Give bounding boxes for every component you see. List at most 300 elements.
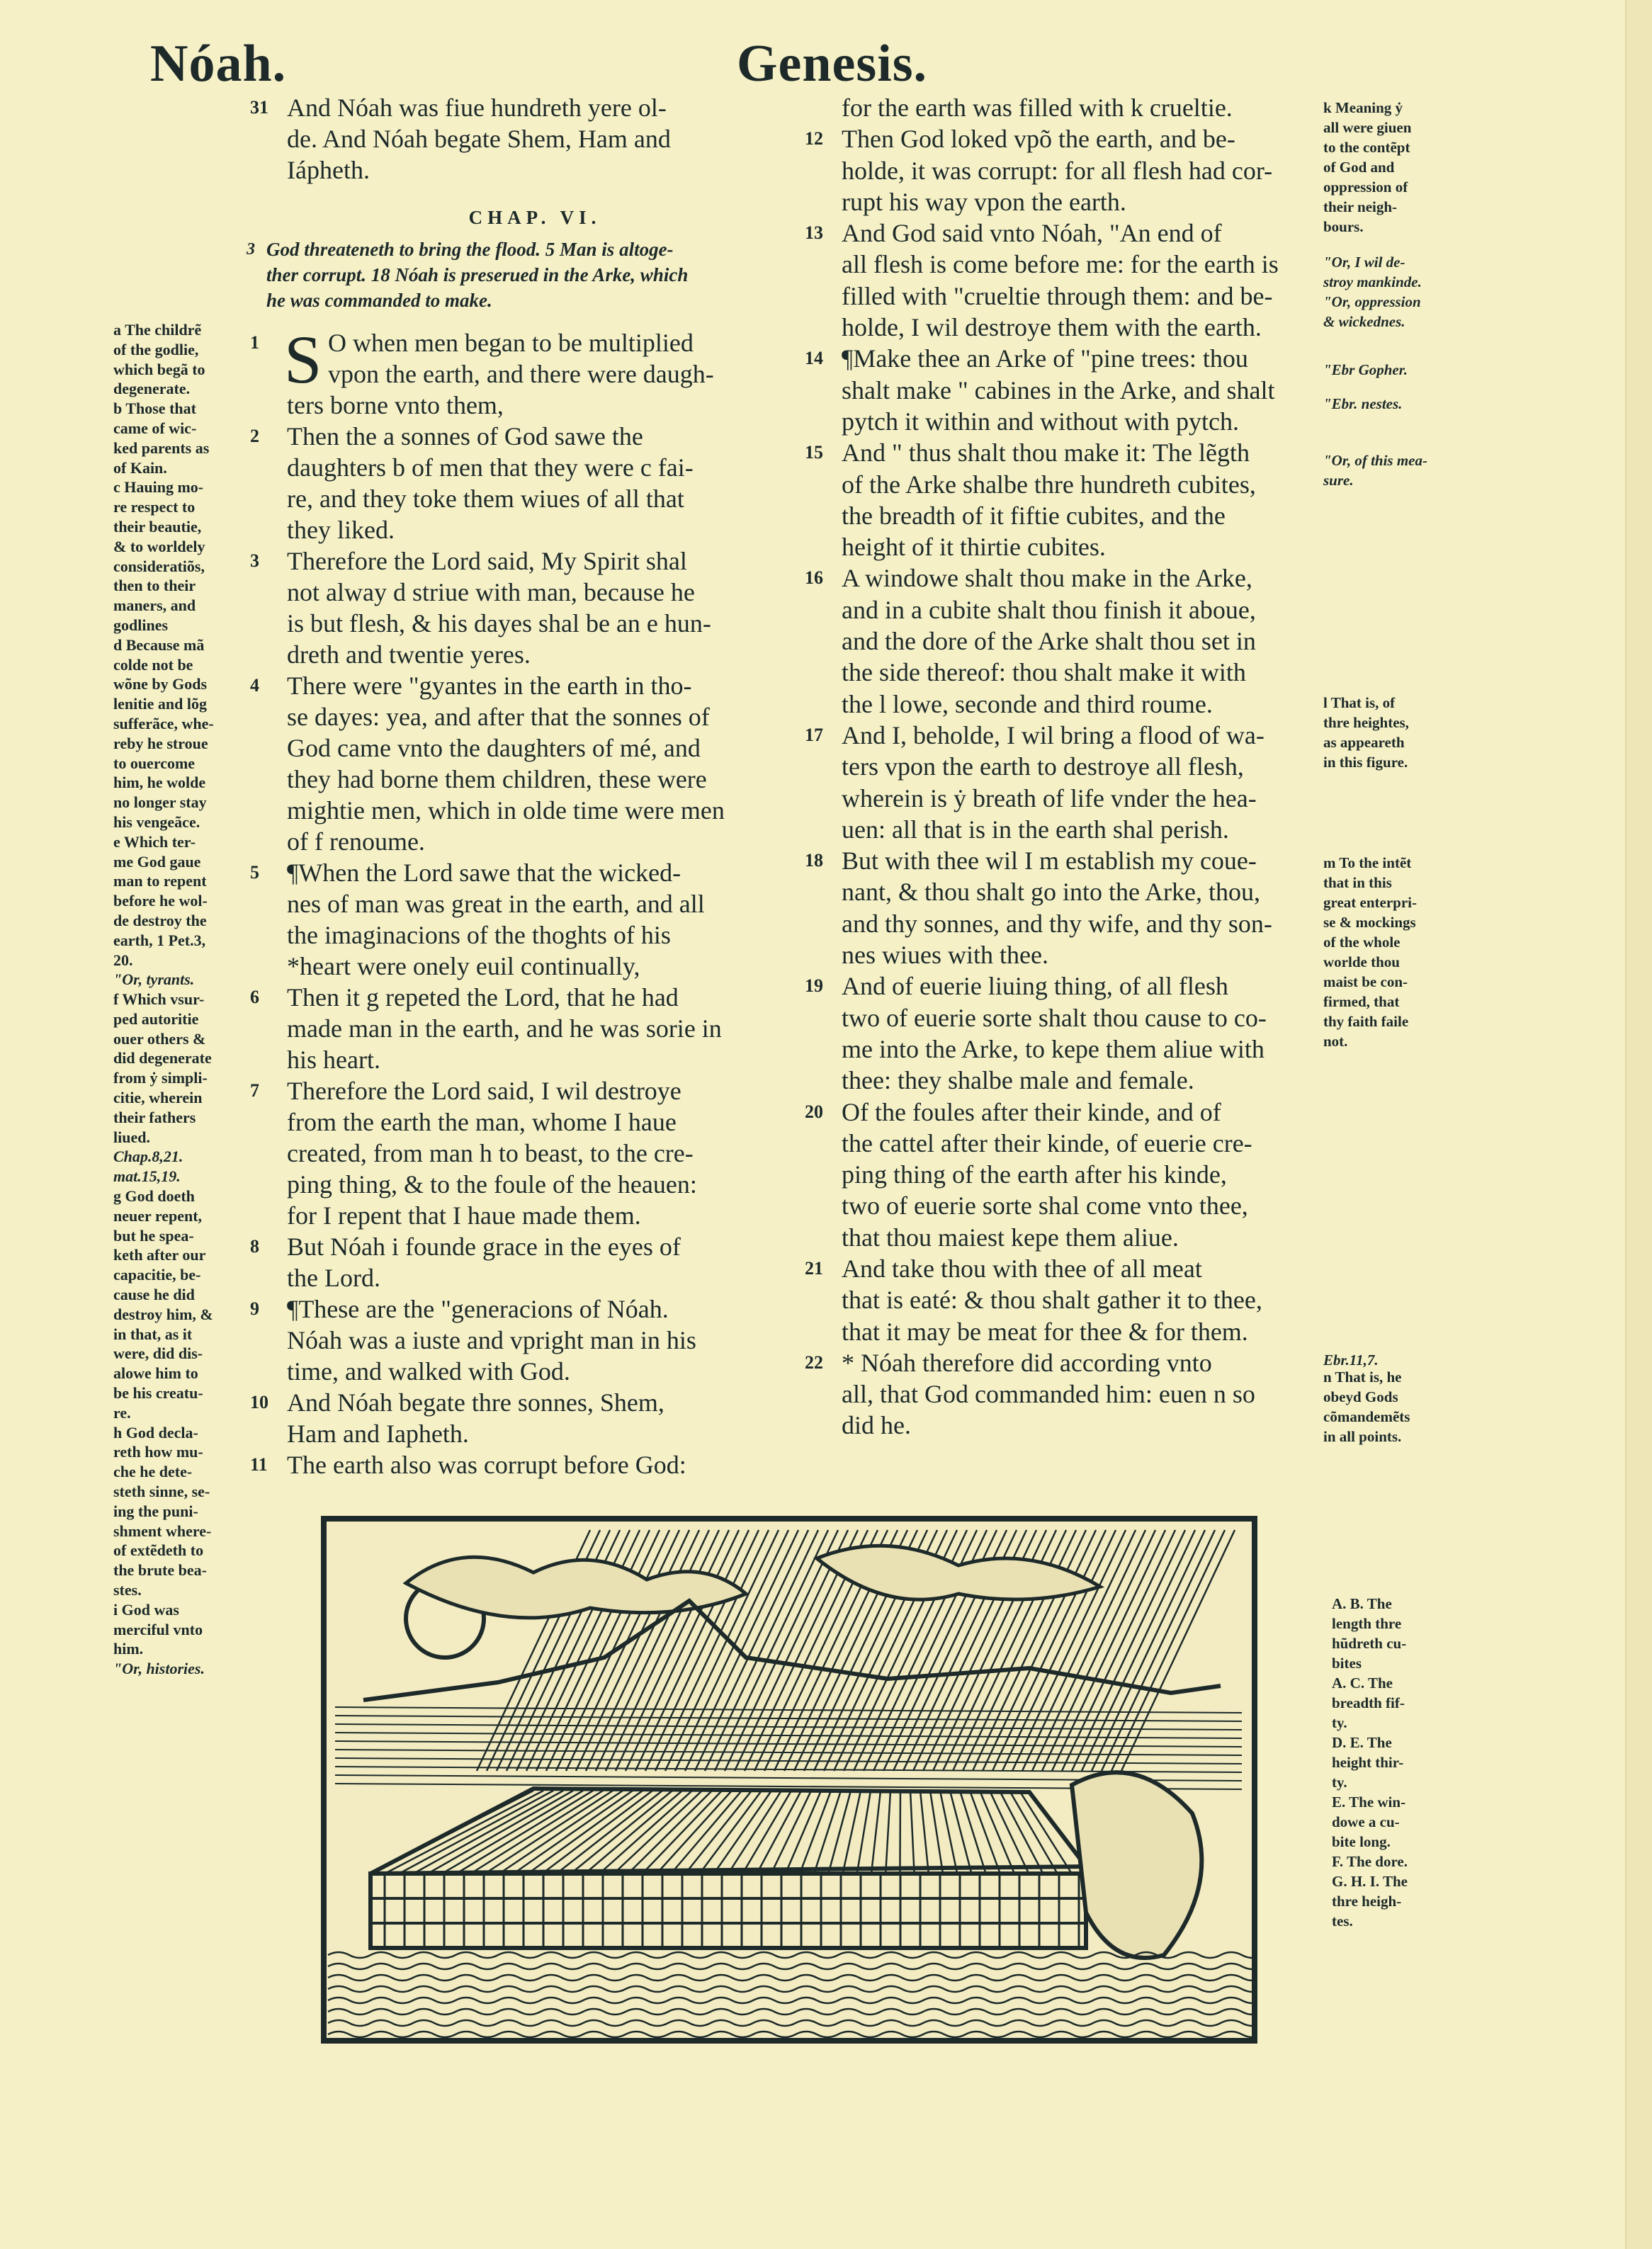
text-line — [842, 1128, 1279, 1159]
text-line — [287, 577, 725, 608]
margin-note-line: breadth fif- — [1332, 1694, 1405, 1711]
text-line — [842, 689, 1279, 720]
verse-text: And Nóah begate thre sonnes, Shem, — [287, 1388, 664, 1417]
margin-note-line: dowe a cu- — [1332, 1813, 1400, 1830]
text-line — [287, 795, 725, 826]
text-line — [842, 281, 1279, 312]
text-line — [287, 1418, 725, 1449]
margin-note-line: de destroy the — [113, 911, 207, 929]
verse-text: the cattel after their kinde, of euerie cre- — [842, 1128, 1252, 1157]
margin-note-line: the brute bea- — [113, 1561, 207, 1580]
margin-note-line: steth sinne, se- — [113, 1483, 210, 1501]
text-line — [287, 1262, 725, 1293]
verse-text: Then the a sonnes of God sawe the — [287, 422, 643, 451]
verse-number: 13 — [805, 222, 823, 244]
margin-note-line: Chap.8,21. — [113, 1148, 183, 1166]
verse-text: the side thereof: thou shalt make it with — [842, 658, 1246, 687]
text-line — [842, 1190, 1279, 1221]
verse-number: 22 — [805, 1352, 823, 1373]
text-line — [805, 217, 1279, 249]
margin-note-line: shment where- — [113, 1522, 212, 1540]
verse-number: 11 — [250, 1454, 268, 1475]
verse-number: 18 — [805, 850, 823, 871]
verse-text: thee: they shalbe male and female. — [842, 1066, 1194, 1095]
margin-note-line: re. — [113, 1403, 131, 1422]
verse-number: 5 — [250, 862, 259, 883]
margin-note-line: mat.15,19. — [113, 1167, 181, 1186]
verse-number: 16 — [805, 567, 823, 589]
margin-note-line: k Meaning ẏ — [1323, 99, 1403, 116]
verse-text: A windowe shalt thou make in the Arke, — [842, 564, 1252, 593]
verse-text: Nóah was a iuste and vpright man in his — [287, 1326, 696, 1354]
text-line — [842, 1002, 1279, 1033]
margin-note-line: of the whole — [1323, 934, 1401, 951]
margin-note-line: thy faith faile — [1323, 1013, 1409, 1030]
verse-text: There were "gyantes in the earth in tho- — [287, 672, 692, 700]
margin-note-line: height thir- — [1332, 1754, 1404, 1771]
margin-note-line: to ouercome — [113, 754, 196, 772]
margin-note-line: ouer others & — [113, 1029, 206, 1048]
text-line — [842, 625, 1279, 657]
verse-text: height of it thirtie cubites. — [842, 533, 1106, 562]
text-line — [842, 406, 1279, 437]
verse-text: ¶Make thee an Arke of "pine trees: thou — [842, 344, 1248, 373]
text-line — [842, 1410, 1279, 1441]
verse-number: 10 — [250, 1392, 268, 1412]
margin-note-line: of extẽdeth to — [113, 1541, 204, 1560]
verse-text: re, and they toke them wiues of all that — [287, 485, 684, 513]
margin-note-line: c Hauing mo- — [113, 478, 204, 497]
verse-text: ping thing of the earth after his kinde, — [842, 1160, 1227, 1189]
verse-text: mightie men, which in olde time were men — [287, 796, 725, 825]
margin-note-line: destroy him, & — [113, 1305, 213, 1323]
verse-text: that it may be meat for thee & for them. — [842, 1317, 1248, 1346]
verse-text: me into the Arke, to kepe them aliue with — [842, 1034, 1265, 1063]
verse-text: dreth and twentie yeres. — [287, 640, 531, 669]
verse-number: 20 — [805, 1101, 823, 1122]
text-line — [805, 1253, 1279, 1284]
text-line — [805, 562, 1279, 594]
verse-text: made man in the earth, and he was sorie in — [287, 1014, 722, 1043]
verse-text: for I repent that I haue made them. — [287, 1201, 641, 1230]
text-line — [287, 826, 725, 857]
verse-number: 4 — [250, 675, 259, 696]
text-line — [250, 1075, 725, 1106]
margin-note-line: "Or, tyrants. — [113, 970, 195, 989]
margin-note-line: before he wol- — [113, 892, 208, 910]
verse-text: nant, & thou shalt go into the Arke, thou, — [842, 878, 1260, 907]
margin-note-line: merciful vnto — [113, 1620, 203, 1638]
text-line — [250, 92, 671, 123]
verse-text: created, from man h to beast, to the cre- — [287, 1139, 694, 1167]
margin-note-line: f Which vsur- — [113, 990, 205, 1009]
chapter-argument — [247, 237, 689, 313]
verse-text: Then it g repeted the Lord, that he had — [287, 983, 679, 1012]
margin-note-line: bours. — [1323, 218, 1364, 235]
margin-note-line: oppression of — [1323, 179, 1408, 196]
margin-note-line: keth after our — [113, 1246, 206, 1264]
verse-text: that thou maiest kepe them aliue. — [842, 1223, 1179, 1252]
margin-note-line: ty. — [1332, 1714, 1347, 1731]
verse-text: Therefore the Lord said, I wil destroye — [287, 1077, 681, 1105]
text-line — [250, 545, 725, 577]
verse-text: rupt his way vpon the earth. — [842, 187, 1126, 216]
margin-note-line: reth how mu- — [113, 1443, 203, 1461]
verse-number: 19 — [805, 975, 823, 997]
margin-note-line: E. The win- — [1332, 1794, 1406, 1811]
verse-text: the Lord. — [287, 1264, 380, 1292]
text-line — [287, 951, 725, 982]
margin-note-line: lenitie and lõg — [113, 695, 208, 713]
margin-note-line: liued. — [113, 1128, 150, 1146]
text-line — [805, 720, 1279, 751]
margin-note-line: ing the puni- — [113, 1502, 198, 1520]
verse-text: of the Arke shalbe thre hundreth cubites, — [842, 470, 1256, 499]
margin-note-line: no longer stay — [113, 793, 207, 812]
margin-note-line: ped autoritie — [113, 1009, 199, 1028]
verse-number: 8 — [250, 1236, 259, 1257]
text-line — [805, 1097, 1279, 1128]
running-head-book-title: Genesis. — [737, 35, 928, 93]
margin-note-line: earth, 1 Pet.3, — [113, 931, 206, 949]
text-line — [842, 908, 1279, 939]
margin-note-line: bites — [1332, 1655, 1362, 1672]
verse-text: And take thou with thee of all meat — [842, 1254, 1202, 1283]
text-line — [287, 483, 725, 514]
verse-text: se dayes: yea, and after that the sonnes of — [287, 703, 710, 731]
margin-note-line: but he spea- — [113, 1226, 194, 1245]
text-line — [250, 1293, 725, 1325]
margin-note-line: neuer repent, — [113, 1206, 203, 1225]
text-line — [805, 1347, 1279, 1378]
text-line — [842, 186, 1279, 217]
margin-note — [1332, 1594, 1466, 1931]
margin-note-line: A. B. The — [1332, 1595, 1392, 1612]
verse-text: de. And Nóah begate Shem, Ham and — [287, 125, 671, 153]
text-line — [250, 670, 725, 701]
margin-note-line: worlde thou — [1323, 953, 1400, 970]
verse-number: 3 — [247, 240, 255, 259]
text-line — [842, 92, 1279, 123]
text-line — [842, 783, 1279, 814]
margin-note-line: that in this — [1323, 874, 1392, 891]
text-line — [805, 845, 1279, 876]
margin-note-line: G. H. I. The — [1332, 1873, 1408, 1890]
verse-text: his heart. — [287, 1046, 380, 1074]
margin-note-line: him. — [113, 1640, 144, 1658]
text-line — [250, 982, 725, 1013]
verse-number: 12 — [805, 128, 823, 149]
verse-number: 9 — [250, 1298, 259, 1319]
text-line — [287, 888, 725, 919]
verse-text: God came vnto the daughters of mé, and — [287, 734, 701, 762]
margin-note-line: his vengeãce. — [113, 812, 200, 831]
text-line — [250, 1449, 725, 1480]
margin-note-line: alowe him to — [113, 1364, 198, 1383]
margin-note-line: i God was — [113, 1600, 179, 1619]
verse-text: all flesh is come before me: for the earth is — [842, 250, 1279, 279]
verse-text: all, that God commanded him: euen n so — [842, 1380, 1255, 1409]
margin-note-line: man to repent — [113, 872, 207, 890]
verse-number: 1 — [250, 332, 259, 353]
margin-note-line: godlines — [113, 616, 169, 634]
noahs-ark-woodcut-illustration — [321, 1516, 1257, 2044]
verse-text: the breadth of it fiftie cubites, and the — [842, 501, 1226, 530]
text-line — [287, 608, 725, 639]
verse-text: from the earth the man, whome I haue — [287, 1108, 677, 1136]
verse-text: *heart were onely euil continually, — [287, 952, 640, 980]
margin-note-line: tes. — [1332, 1913, 1353, 1930]
text-line — [842, 939, 1279, 970]
text-line — [805, 437, 1279, 468]
text-line — [287, 452, 725, 483]
verse-text: nes of man was great in the earth, and all — [287, 890, 705, 918]
text-line — [287, 358, 725, 390]
column-1-body — [250, 322, 725, 1480]
margin-note-line: their beautie, — [113, 517, 202, 536]
verse-text: God threateneth to bring the flood. 5 Man is altoge- — [266, 239, 674, 260]
text-line — [250, 857, 725, 888]
margin-note — [1323, 98, 1458, 237]
verse-text: that is eaté: & thou shalt gather it to thee, — [842, 1286, 1262, 1315]
margin-note-line: e Which ter- — [113, 832, 196, 851]
verse-text: Then God loked vpõ the earth, and be- — [842, 125, 1235, 154]
text-line — [842, 531, 1279, 562]
margin-note-line: cause he did — [113, 1286, 195, 1304]
text-line — [287, 514, 725, 545]
text-line — [287, 732, 725, 764]
text-line — [247, 237, 688, 262]
verse-text: And " thus shalt thou make it: The lẽgth — [842, 438, 1250, 468]
margin-note-line: & wickednes. — [1323, 313, 1405, 330]
margin-note-line: me God gaue — [113, 852, 201, 871]
margin-note-line: maners, and — [113, 596, 196, 615]
margin-note-line: "Or, of this mea- — [1323, 452, 1427, 469]
verse-text: uen: all that is in the earth shal perish. — [842, 815, 1229, 844]
margin-note-line: thre heightes, — [1323, 714, 1409, 731]
verse-text: The earth also was corrupt before God: — [287, 1451, 686, 1479]
text-line — [842, 1159, 1279, 1190]
margin-note-line: length thre — [1332, 1615, 1402, 1632]
margin-note — [1323, 394, 1458, 414]
margin-note-line: "Or, oppression — [1323, 293, 1421, 310]
running-head-left: Nóah. — [150, 35, 287, 93]
text-line — [287, 1138, 725, 1169]
text-line — [287, 1200, 725, 1231]
verse-number: 31 — [250, 97, 268, 118]
verse-text: And Nóah was fiue hundreth yere ol- — [287, 94, 667, 122]
verse-text: ters borne vnto them, — [287, 391, 504, 419]
verse-number: 2 — [250, 426, 259, 446]
text-line — [250, 421, 725, 452]
text-line — [842, 469, 1279, 500]
verse-text: for the earth was filled with k crueltie. — [842, 94, 1233, 122]
margin-note-line: thre heigh- — [1332, 1893, 1402, 1910]
margin-note-line: g God doeth — [113, 1187, 195, 1206]
text-line — [287, 1325, 725, 1356]
margin-note-line: 20. — [113, 951, 133, 969]
verse-text: And of euerie liuing thing, of all flesh — [842, 972, 1228, 1001]
margin-note-line: "Ebr. nestes. — [1323, 395, 1403, 412]
verse-text: the imaginacions of the thoghts of his — [287, 921, 671, 949]
margin-note-line: then to their — [113, 577, 196, 595]
margin-note-line: "Or, I wil de- — [1323, 254, 1405, 271]
verse-text: they liked. — [287, 516, 395, 544]
text-line — [842, 751, 1279, 782]
margin-note-line: came of wic- — [113, 419, 197, 437]
verse-text: daughters b of men that they were c fai- — [287, 453, 694, 482]
verse-text: not alway d striue with man, because he — [287, 578, 695, 606]
margin-note-line: se & mockings — [1323, 914, 1416, 931]
margin-note-line: of the godlie, — [113, 340, 199, 358]
text-line — [842, 657, 1279, 688]
text-line — [805, 343, 1279, 374]
text-line — [287, 919, 725, 951]
margin-note-line: degenerate. — [113, 380, 191, 398]
margin-note-line: him, he wolde — [113, 774, 206, 792]
page-binding-edge — [1625, 0, 1652, 2249]
text-line — [287, 1044, 725, 1075]
verse-text: wherein is ẏ breath of life vnder the hea- — [842, 783, 1257, 812]
column-1-top — [250, 92, 671, 186]
verse-text: filled with "crueltie through them: and be- — [842, 281, 1273, 310]
margin-note-line: hũdreth cu- — [1332, 1635, 1407, 1652]
verse-text: Iápheth. — [287, 156, 370, 184]
verse-text: holde, it was corrupt: for all flesh had cor- — [842, 156, 1273, 185]
verse-text: And God said vnto Nóah, "An end of — [842, 219, 1222, 248]
margin-note-line: "Ebr Gopher. — [1323, 361, 1408, 378]
margin-note-line: in all points. — [1323, 1428, 1402, 1445]
verse-text: and the dore of the Arke shalt thou set in — [842, 627, 1256, 656]
margin-note-line: F. The dore. — [1332, 1853, 1408, 1870]
text-line — [805, 970, 1279, 1002]
verse-text: Of the foules after their kinde, and of — [842, 1097, 1221, 1126]
margin-note-line: n That is, he — [1323, 1369, 1402, 1386]
verse-text: ¶When the Lord sawe that the wicked- — [287, 859, 681, 887]
verse-number: 17 — [805, 724, 823, 745]
text-line — [842, 155, 1279, 186]
verse-number: 3 — [250, 550, 259, 571]
margin-note-line: che he dete- — [113, 1463, 193, 1481]
margin-note-line: of Kain. — [113, 458, 167, 477]
text-line — [842, 375, 1279, 406]
verse-text: and thy sonnes, and thy wife, and thy son- — [842, 909, 1272, 938]
verse-number: 7 — [250, 1080, 259, 1101]
verse-text: two of euerie sorte shal come vnto thee, — [842, 1191, 1248, 1220]
margin-note-line: m To the intẽt — [1323, 854, 1412, 871]
margin-note — [1323, 360, 1458, 380]
left-margin-notes — [113, 320, 251, 1679]
verse-number: 15 — [805, 442, 823, 463]
drop-cap: S — [284, 322, 322, 397]
verse-text: ping thing, & to the foule of the heauen: — [287, 1170, 697, 1199]
text-line — [266, 288, 688, 313]
margin-note-line: wõne by Gods — [113, 675, 208, 693]
margin-note-line: which begã to — [113, 360, 205, 378]
margin-note-line: did degenerate — [113, 1049, 212, 1067]
verse-text: the l lowe, seconde and third roume. — [842, 689, 1213, 718]
verse-text: nes wiues with thee. — [842, 941, 1048, 970]
margin-note — [1323, 853, 1458, 1051]
margin-note-line: A. C. The — [1332, 1675, 1393, 1692]
verse-text: vpon the earth, and there were daugh- — [328, 360, 714, 388]
text-line — [842, 1065, 1279, 1096]
verse-text: he was commanded to make. — [266, 290, 492, 311]
margin-note-line: h God decla- — [113, 1423, 198, 1441]
text-line — [287, 1356, 725, 1387]
margin-note-line: in that, as it — [113, 1325, 193, 1343]
margin-note-line: not. — [1323, 1033, 1348, 1050]
text-line — [250, 1387, 725, 1418]
margin-note-line: great enterpri- — [1323, 894, 1417, 911]
column-2 — [805, 92, 1279, 1441]
margin-note — [1323, 451, 1458, 490]
margin-note-line: cõmandemẽts — [1323, 1408, 1410, 1425]
margin-note-line: a The childrẽ — [113, 321, 202, 339]
margin-note-line: all were giuen — [1323, 119, 1412, 136]
margin-note-line: reby he stroue — [113, 734, 208, 752]
text-line — [842, 594, 1279, 625]
verse-text: they had borne them children, these were — [287, 765, 707, 793]
margin-note-line: d Because mã — [113, 635, 205, 654]
margin-note-line: maist be con- — [1323, 973, 1408, 990]
margin-note-line: from ẏ simpli- — [113, 1069, 208, 1087]
margin-note-line: stes. — [113, 1581, 142, 1599]
margin-note-line: colde not be — [113, 655, 193, 674]
text-line — [287, 1013, 725, 1044]
text-line — [842, 1222, 1279, 1253]
margin-note-line: their neigh- — [1323, 198, 1398, 215]
margin-note — [1323, 252, 1458, 332]
margin-note-line: obeyd Gods — [1323, 1388, 1398, 1405]
margin-note-line: citie, wherein — [113, 1089, 203, 1107]
margin-note-line: "Or, histories. — [113, 1660, 205, 1678]
margin-note-line: & to worldely — [113, 537, 205, 555]
margin-note-line: be his creatu- — [113, 1384, 203, 1403]
margin-note-line: in this figure. — [1323, 754, 1408, 771]
verse-text: But with thee wil I m establish my coue- — [842, 846, 1257, 876]
text-line — [287, 639, 725, 670]
verse-text: shalt make " cabines in the Arke, and shalt — [842, 375, 1275, 404]
verse-text: and in a cubite shalt thou finish it aboue, — [842, 595, 1256, 624]
margin-note — [1323, 693, 1458, 772]
verse-text: ters vpon the earth to destroye all flesh, — [842, 752, 1244, 781]
verse-text: ther corrupt. 18 Nóah is preserued in the Arke, which — [266, 264, 689, 285]
text-line — [842, 312, 1279, 343]
verse-text: Therefore the Lord said, My Spirit shal — [287, 547, 687, 575]
text-line — [842, 249, 1279, 280]
text-line — [287, 764, 725, 795]
text-line — [842, 876, 1279, 907]
margin-note-line: D. E. The — [1332, 1734, 1392, 1751]
text-line — [287, 390, 725, 421]
margin-note-line: Ebr.11,7. — [1323, 1352, 1379, 1369]
margin-note-line: to the contẽpt — [1323, 139, 1410, 156]
verse-text: two of euerie sorte shalt thou cause to co- — [842, 1003, 1267, 1032]
verse-number: 6 — [250, 987, 259, 1007]
text-line — [842, 1378, 1279, 1410]
text-line — [842, 1033, 1279, 1065]
margin-note-line: as appeareth — [1323, 734, 1405, 751]
verse-text: of f renoume. — [287, 827, 425, 856]
verse-text: holde, I wil destroye them with the earth. — [842, 313, 1262, 342]
verse-text: pytch it within and without with pytch. — [842, 407, 1239, 436]
text-line — [842, 500, 1279, 531]
text-line — [287, 701, 725, 732]
verse-text: But Nóah i founde grace in the eyes of — [287, 1233, 681, 1261]
margin-note-line: ked parents as — [113, 438, 210, 457]
text-line — [842, 1284, 1279, 1315]
